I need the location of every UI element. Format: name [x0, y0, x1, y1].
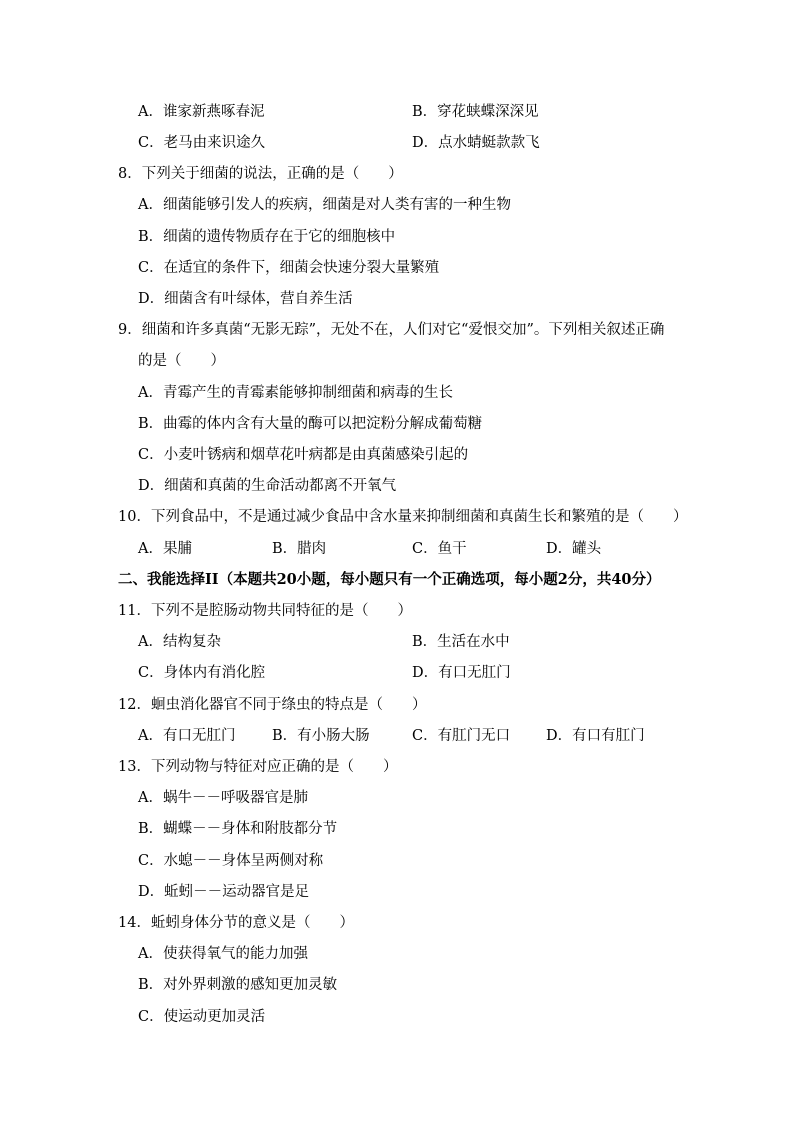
- q10-option-a: A．果脯: [138, 541, 192, 557]
- q11-option-a: A．结构复杂: [138, 634, 221, 650]
- q8-option-a: A．细菌能够引发人的疾病，细菌是对人类有害的一种生物: [138, 197, 511, 213]
- q10-option-c: C．鱼干: [412, 541, 467, 557]
- q14-stem: 14．蚯蚓身体分节的意义是（ ）: [118, 915, 354, 931]
- q12-option-d: D．有口有肛门: [546, 728, 645, 744]
- q8-option-c: C．在适宜的条件下，细菌会快速分裂大量繁殖: [138, 260, 440, 276]
- q11-option-c: C．身体内有消化腔: [138, 665, 266, 681]
- q13-option-b: B．蝴蝶－－身体和附肢都分节: [138, 821, 338, 837]
- q12-stem: 12．蛔虫消化器官不同于绦虫的特点是（ ）: [118, 697, 427, 713]
- q13-option-a: A．蜗牛－－呼吸器官是肺: [138, 790, 308, 806]
- q14-option-a: A．使获得氧气的能力加强: [138, 946, 308, 962]
- q9-option-c: C．小麦叶锈病和烟草花叶病都是由真菌感染引起的: [138, 447, 469, 463]
- q9-stem-line1: 9．细菌和许多真菌“无影无踪”，无处不在，人们对它“爱恨交加”。下列相关叙述正确: [118, 322, 665, 338]
- q12-option-b: B．有小肠大肠: [272, 728, 370, 744]
- q8-stem: 8．下列关于细菌的说法，正确的是（ ）: [118, 166, 403, 182]
- q11-option-b: B．生活在水中: [412, 634, 510, 650]
- q12-option-c: C．有肛门无口: [412, 728, 511, 744]
- q10-stem: 10．下列食品中，不是通过减少食品中含水量来抑制细菌和真菌生长和繁殖的是（ ）: [118, 509, 688, 525]
- q13-option-c: C．水螅－－身体呈两侧对称: [138, 853, 324, 869]
- q11-stem: 11．下列不是腔肠动物共同特征的是（ ）: [118, 603, 412, 619]
- q7-option-b: B．穿花蛱蝶深深见: [412, 104, 539, 120]
- q13-stem: 13．下列动物与特征对应正确的是（ ）: [118, 759, 398, 775]
- q7-option-d: D．点水蜻蜓款款飞: [412, 135, 540, 151]
- q7-option-c: C．老马由来识途久: [138, 135, 266, 151]
- q7-option-a: A．谁家新燕啄春泥: [138, 104, 265, 120]
- q14-option-c: C．使运动更加灵活: [138, 1009, 266, 1025]
- q13-option-d: D．蚯蚓－－运动器官是足: [138, 884, 310, 900]
- q9-option-a: A．青霉产生的青霉素能够抑制细菌和病毒的生长: [138, 385, 453, 401]
- q8-option-b: B．细菌的遗传物质存在于它的细胞核中: [138, 229, 396, 245]
- q12-option-a: A．有口无肛门: [138, 728, 236, 744]
- q9-stem-line2: 的是（ ）: [138, 353, 225, 369]
- q8-option-d: D．细菌含有叶绿体，营自养生活: [138, 291, 353, 307]
- q10-option-b: B．腊肉: [272, 541, 327, 557]
- q11-option-d: D．有口无肛门: [412, 665, 511, 681]
- section-heading: 二、我能选择II（本题共20小题，每小题只有一个正确选项，每小题2分，共40分）: [118, 571, 661, 588]
- q9-option-d: D．细菌和真菌的生命活动都离不开氧气: [138, 478, 397, 494]
- q10-option-d: D．罐头: [546, 541, 602, 557]
- q14-option-b: B．对外界刺激的感知更加灵敏: [138, 977, 338, 993]
- q9-option-b: B．曲霉的体内含有大量的酶可以把淀粉分解成葡萄糖: [138, 416, 483, 432]
